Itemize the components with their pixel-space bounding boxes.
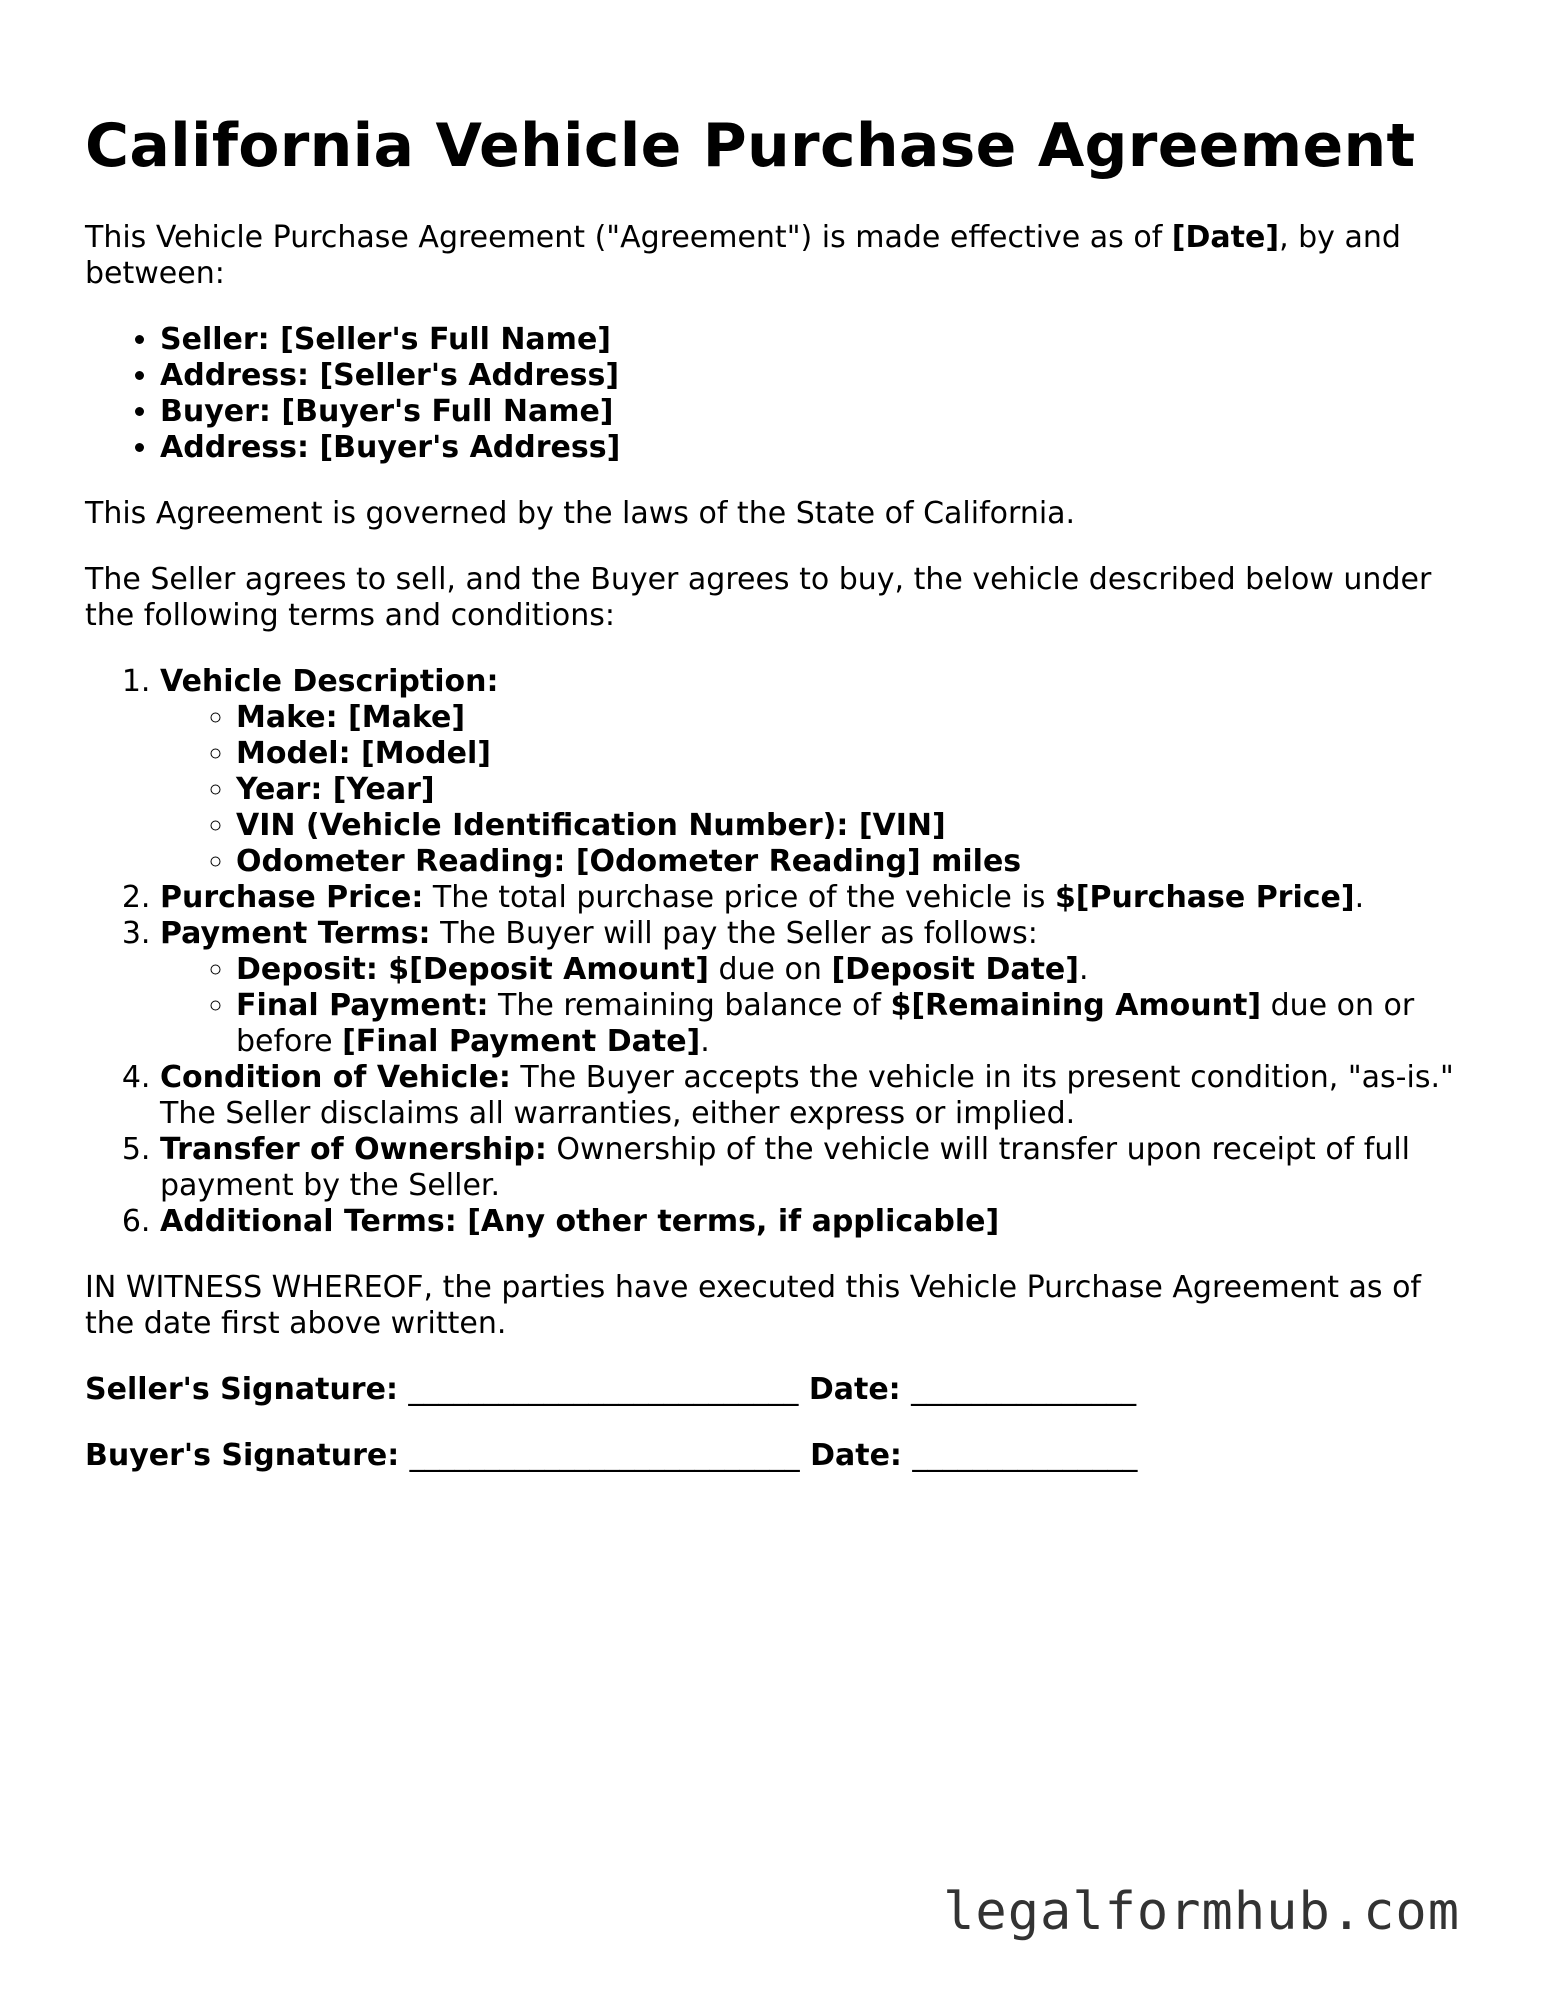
vehicle-details-list [160,700,1465,880]
terms-list [85,664,1465,1240]
buyer-date-blank[interactable]: _______________ [912,1438,1138,1473]
term-label: Payment Terms: [160,916,431,951]
term-condition-of-vehicle: 4. Condition of Vehicle: The Buyer accepts the vehicle in its present condition, "as-is." The Seller disclaims all warranties, either express or implied. [160,1060,1465,1132]
seller-signature-blank[interactable]: __________________________ [408,1372,799,1407]
payment-final-item: ◦ Final Payment: The remaining balance of $[Remaining Amount] due on or before [Final Payment Date]. [236,988,1465,1060]
buyer-signature-blank[interactable]: __________________________ [409,1438,800,1473]
party-item: • Address: [Seller's Address] [160,358,1465,394]
term-purchase-price: 2. Purchase Price: The total purchase price of the vehicle is $[Purchase Price]. [160,880,1465,916]
term-transfer-of-ownership: 5. Transfer of Ownership: Ownership of the vehicle will transfer upon receipt of full payment by the Seller. [160,1132,1465,1204]
term-label: Purchase Price: [160,880,424,915]
vehicle-detail-item: ◦ Year: [Year] [236,772,1465,808]
vehicle-detail-item: ◦ Odometer Reading: [Odometer Reading] miles [236,844,1465,880]
party-item: • Address: [Buyer's Address] [160,430,1465,466]
term-payment-terms: 3. Payment Terms: The Buyer will pay the Seller as follows: ◦ Deposit: $[Deposit Amount] due on [Deposit Date]. ◦ Final Payment: The remaining balance of $[Remaining Amount] due on or before [Final Payment Date]. [160,916,1465,1060]
term-label: Transfer of Ownership: [160,1132,547,1167]
brand-watermark: legalformhub.com [943,1882,1460,1942]
vehicle-detail-item: ◦ Model: [Model] [236,736,1465,772]
payment-deposit-item: ◦ Deposit: $[Deposit Amount] due on [Deposit Date]. [236,952,1465,988]
seller-signature-line: Seller's Signature: __________________________ Date: _______________ [85,1372,1137,1407]
governing-law-paragraph: This Agreement is governed by the laws of the State of California. [85,496,1076,531]
term-label: Additional Terms: [Any other terms, if applicable] [160,1204,1000,1239]
party-item: • Buyer: [Buyer's Full Name] [160,394,1465,430]
intro-suffix: , by and between: [85,220,1401,291]
party-item: • Seller: [Seller's Full Name] [160,322,1465,358]
buyer-signature-line: Buyer's Signature: __________________________ Date: _______________ [85,1438,1138,1473]
purchase-price-placeholder: $[Purchase Price] [1054,880,1355,915]
terms-intro-paragraph: The Seller agrees to sell, and the Buyer agrees to buy, the vehicle described below under the following terms and conditions: [85,562,1432,633]
vehicle-detail-item: ◦ Make: [Make] [236,700,1465,736]
term-label: Vehicle Description: [160,664,499,699]
effective-date-placeholder: [Date] [1171,220,1280,255]
witness-paragraph: IN WITNESS WHEREOF, the parties have executed this Vehicle Purchase Agreement as of the date first above written. [85,1270,1421,1341]
seller-date-blank[interactable]: _______________ [911,1372,1137,1407]
intro-paragraph [85,220,1465,292]
payment-details-list [160,952,1465,1060]
term-label: Condition of Vehicle: [160,1060,511,1095]
intro-prefix: This Vehicle Purchase Agreement ("Agreement") is made effective as of [85,220,1172,255]
parties-list [85,322,1465,466]
document-title: California Vehicle Purchase Agreement [85,111,1416,181]
document-page [85,108,1465,1474]
vehicle-detail-item: ◦ VIN (Vehicle Identification Number): [VIN] [236,808,1465,844]
term-vehicle-description [160,664,1465,880]
term-additional-terms [160,1204,1465,1240]
